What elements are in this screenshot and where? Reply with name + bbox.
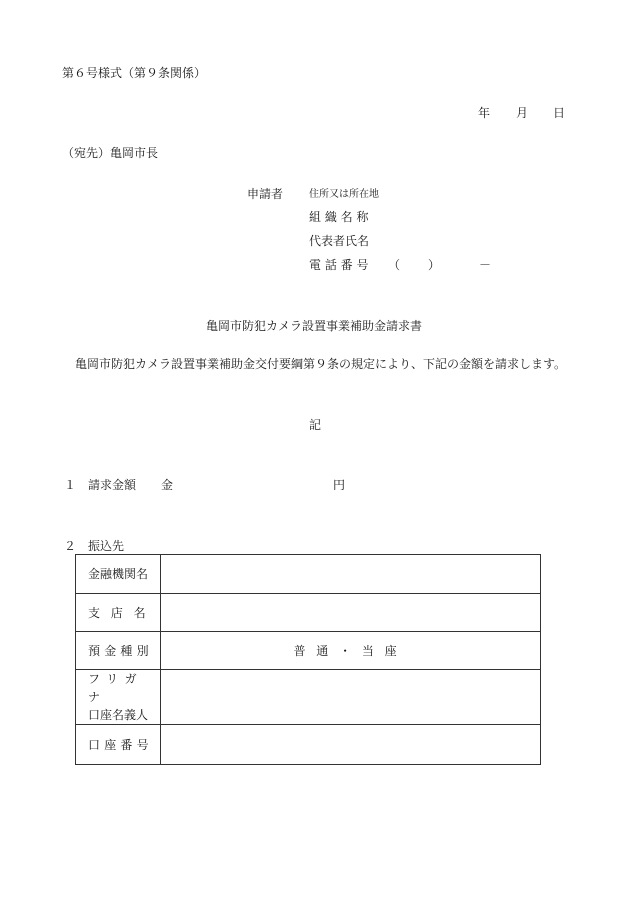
applicant-label: 申請者 [247,187,284,201]
item1-number: １ [64,478,77,492]
item1-yen: 円 [333,478,346,492]
table-row-account-number [76,725,541,765]
item2-label: 振込先 [88,539,125,553]
date-month-label: 月 [516,106,529,120]
date-year-label: 年 [478,106,491,120]
account-holder-label: 口座名義人 [88,708,149,722]
item1-label: 請求金額 [88,478,137,492]
applicant-phone-label: 電 話 番 号 [309,258,369,272]
table-row-deposit-type [76,632,541,670]
document-title: 亀岡市防犯カメラ設置事業補助金請求書 [206,319,423,333]
form-number: 第６号様式（第９条関係） [62,66,207,80]
phone-dash: － [479,258,492,272]
branch-label: 支店名 [76,594,161,632]
body-text: 亀岡市防犯カメラ設置事業補助金交付要綱第９条の規定により、下記の金額を請求します。 [75,357,567,371]
applicant-address-label: 住所又は所在地 [309,189,379,200]
item1-kin: 金 [161,478,174,492]
institution-label: 金融機関名 [76,555,161,594]
applicant-org-name-label: 組 織 名 称 [309,210,369,224]
table-row-institution [76,555,541,594]
furigana-label: フリガナ [88,672,144,704]
account-number-label: 口座番号 [76,725,161,765]
phone-open-paren: （ [388,258,401,272]
date-day-label: 日 [553,106,566,120]
phone-close-paren: ） [428,258,441,272]
table-row-account-holder [76,670,541,725]
deposit-type-label: 預金種別 [76,632,161,670]
ki-label: 記 [309,418,322,432]
account-number-value[interactable] [161,725,541,765]
addressee: （宛先）亀岡市長 [62,146,159,160]
applicant-representative-label: 代表者氏名 [309,234,370,248]
bank-transfer-table [75,554,541,765]
account-holder-value[interactable] [161,670,541,725]
item2-number: ２ [64,539,77,553]
institution-value[interactable] [161,555,541,594]
deposit-type-options[interactable]: 普通・当座 [161,632,541,670]
table-row-branch [76,594,541,632]
account-holder-label-cell [76,670,161,725]
branch-value[interactable] [161,594,541,632]
